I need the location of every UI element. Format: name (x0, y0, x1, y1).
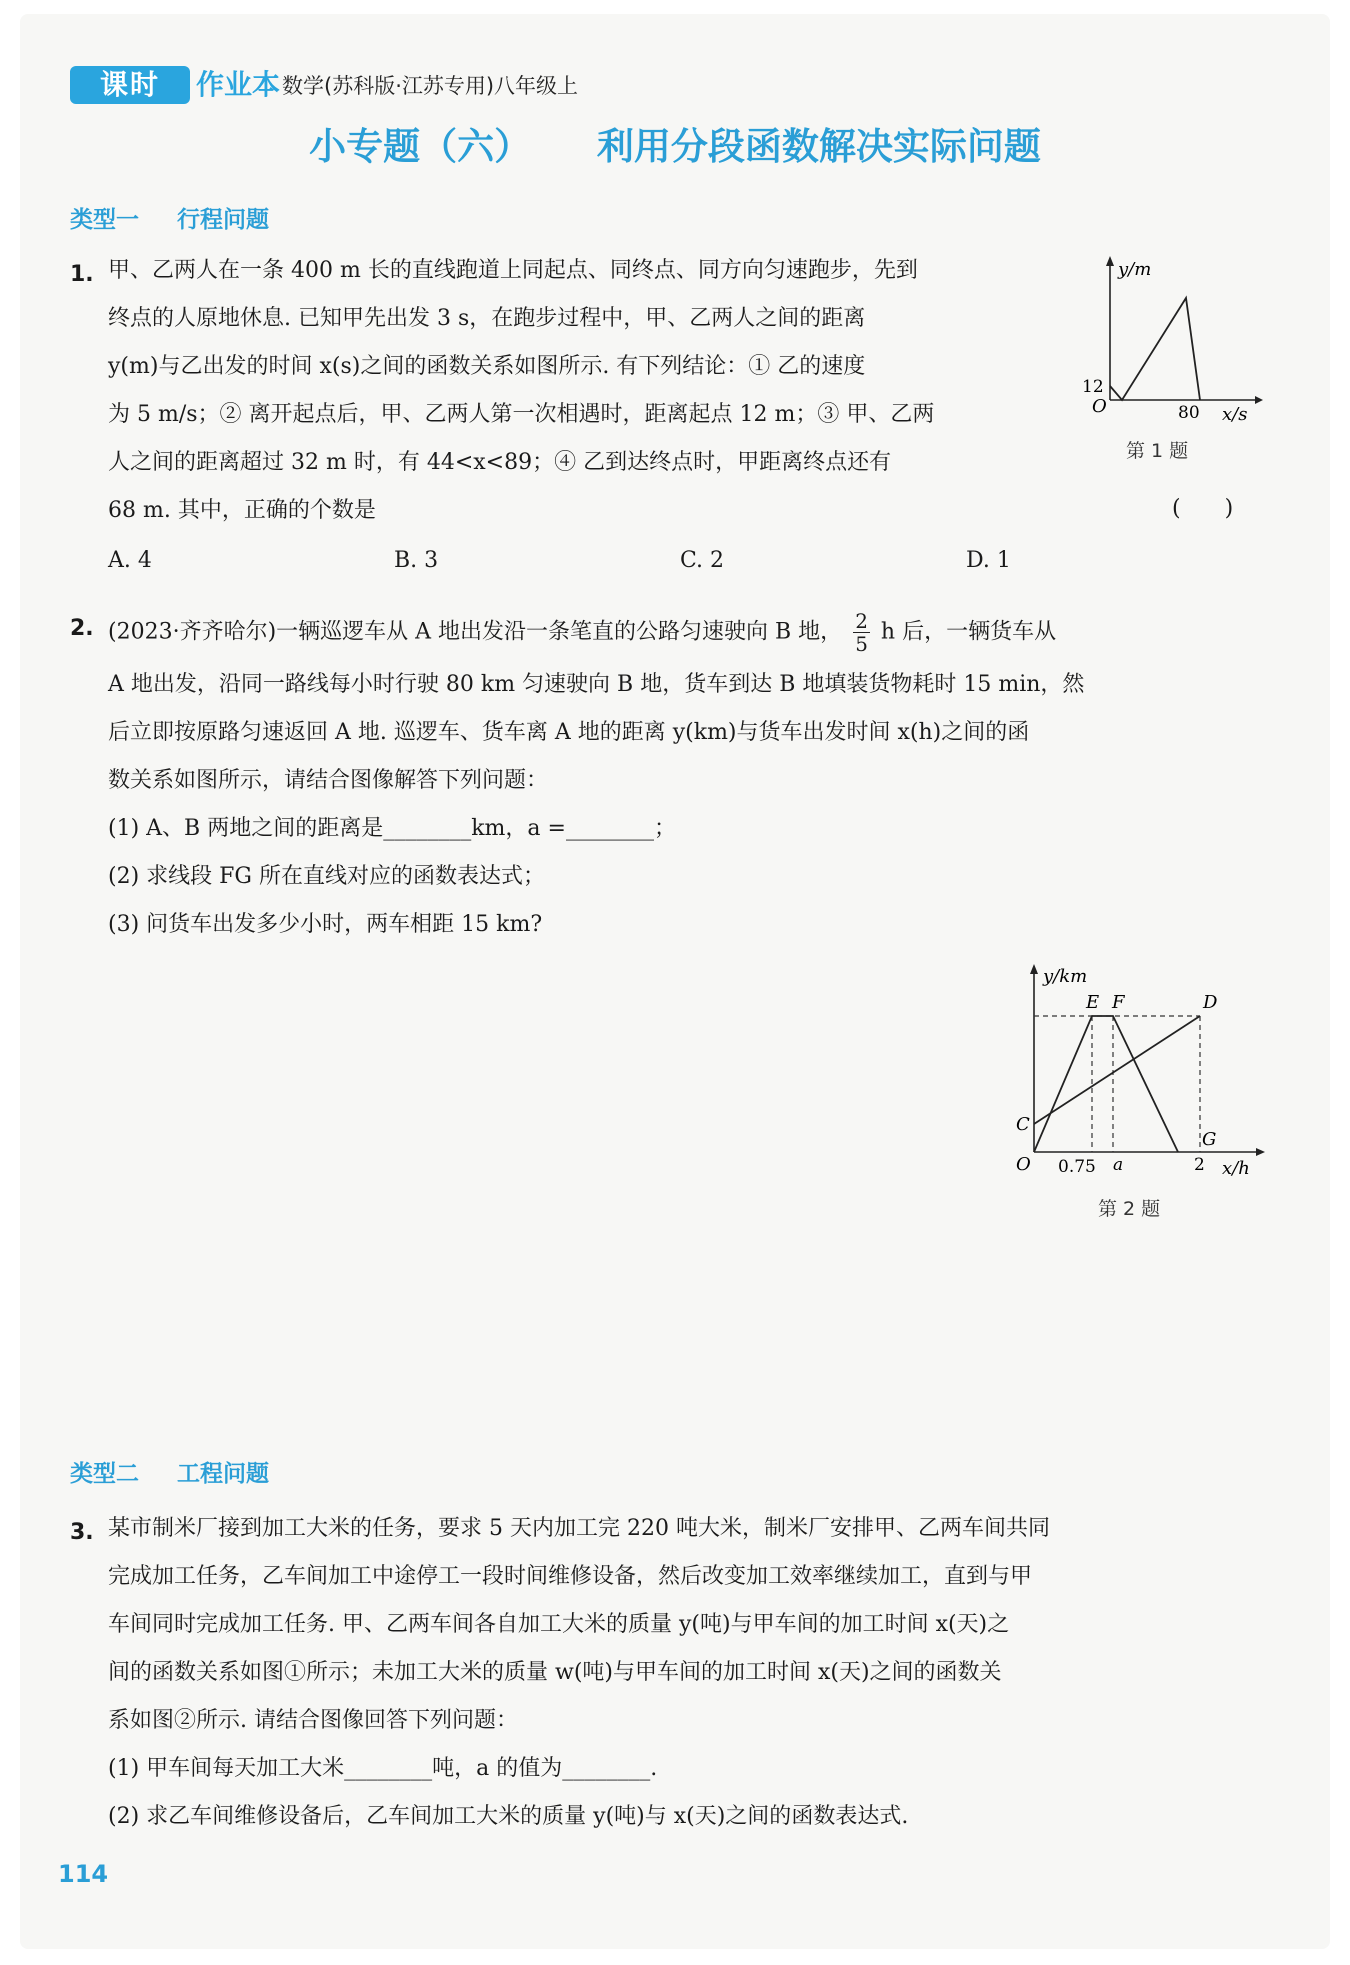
page-title (0, 122, 1350, 172)
section-1-heading (70, 204, 269, 236)
distance-graph (1110, 298, 1200, 400)
title-subject: 利用分段函数解决实际问题 (596, 125, 1041, 168)
origin-label: O (1092, 396, 1107, 417)
q2-figure-caption: 第 2 题 (1098, 1198, 1161, 1220)
q2-line: A 地出发，沿同一路线每小时行驶 80 km 匀速驶向 B 地，货车到达 B 地填装货物耗时 15 min，然 (108, 672, 1085, 697)
q2-line: 后立即按原路匀速返回 A 地. 巡逻车、货车离 A 地的距离 y(km)与货车出发时间 x(h)之间的函 (108, 720, 1030, 745)
section-2-heading (70, 1458, 269, 1490)
x-tick-a: a (1113, 1155, 1124, 1175)
q2-sub-question: (2) 求线段 FG 所在直线对应的函数表达式； (108, 864, 545, 889)
section-2-label: 类型二 (70, 1461, 139, 1487)
x-tick-2: 2 (1194, 1155, 1205, 1175)
q2-number: 2. (70, 616, 94, 641)
fraction-denominator: 5 (855, 632, 868, 656)
q3-line: 完成加工任务，乙车间加工中途停工一段时间维修设备，然后改变加工效率继续加工，直到与甲 (108, 1564, 1033, 1589)
q2-first-line (108, 610, 1056, 655)
y-axis-label: y/m (1118, 259, 1152, 280)
q1-number: 1. (70, 262, 94, 287)
point-f-label: F (1112, 992, 1125, 1013)
brand-logo: 课时 (70, 66, 190, 104)
q2-sub-question: (3) 问货车出发多少小时，两车相距 15 km? (108, 912, 543, 937)
section-1-label: 类型一 (70, 207, 139, 233)
q2-intro: (2023·齐齐哈尔)一辆巡逻车从 A 地出发沿一条笔直的公路匀速驶向 B 地， (108, 619, 843, 645)
q2-line: 数关系如图所示，请结合图像解答下列问题： (108, 768, 549, 793)
q3-line: 某市制米厂接到加工大米的任务，要求 5 天内加工完 220 吨大米，制米厂安排甲、乙两车间共同 (108, 1516, 1050, 1541)
point-d-label: D (1203, 992, 1218, 1013)
page-number: 114 (58, 1860, 109, 1888)
y-axis-arrow (1030, 964, 1038, 974)
q1-option-d: D. 1 (966, 548, 1011, 573)
q1-text (108, 256, 934, 544)
patrol-car-graph (1034, 1016, 1200, 1124)
q2-sub-question: (1) A、B 两地之间的距离是________km，a =________； (108, 816, 676, 841)
q1-figure (1070, 250, 1270, 450)
origin-label: O (1016, 1154, 1031, 1175)
q3-sub-question: (1) 甲车间每天加工大米________吨，a 的值为________. (108, 1756, 658, 1781)
x-axis-label: x/h (1222, 1158, 1250, 1179)
y-axis-label: y/km (1043, 966, 1088, 987)
truck-graph (1034, 1016, 1178, 1152)
q3-text (108, 1514, 1050, 1850)
brand-name: 作业本 (196, 68, 281, 101)
section-2-name: 工程问题 (177, 1461, 270, 1487)
point-g-label: G (1202, 1129, 1217, 1150)
q1-line: 人之间的距离超过 32 m 时，有 44<x<89；④ 乙到达终点时，甲距离终点还有 (108, 450, 892, 475)
q2-intro-tail: h 后，一辆货车从 (880, 619, 1057, 645)
q1-option-c: C. 2 (680, 548, 725, 573)
y-axis-arrow (1106, 256, 1114, 266)
q1-line: 终点的人原地休息. 已知甲先出发 3 s，在跑步过程中，甲、乙两人之间的距离 (108, 306, 866, 331)
q1-line: 68 m. 其中，正确的个数是 (108, 498, 376, 523)
point-e-label: E (1086, 992, 1100, 1013)
x-axis-arrow (1256, 1148, 1265, 1156)
q3-line: 系如图②所示. 请结合图像回答下列问题： (108, 1708, 518, 1733)
q2-figure (1010, 960, 1280, 1190)
q3-sub-question: (2) 求乙车间维修设备后，乙车间加工大米的质量 y(吨)与 x(天)之间的函数表达式. (108, 1804, 909, 1829)
x-tick-0-75: 0.75 (1058, 1157, 1096, 1177)
q1-line: y(m)与乙出发的时间 x(s)之间的函数关系如图所示. 有下列结论：① 乙的速度 (108, 354, 866, 379)
q3-line: 间的函数关系如图①所示；未加工大米的质量 w(吨)与甲车间的加工时间 x(天)之间的函数关 (108, 1660, 1002, 1685)
section-1-name: 行程问题 (177, 207, 270, 233)
y-tick-12: 12 (1082, 377, 1104, 397)
title-topic: 小专题（六） (309, 125, 532, 168)
book-info: 数学(苏科版·江苏专用)八年级上 (282, 74, 579, 98)
q1-figure-caption: 第 1 题 (1126, 440, 1189, 462)
q2-text (108, 670, 1084, 958)
q3-line: 车间同时完成加工任务. 甲、乙两车间各自加工大米的质量 y(吨)与甲车间的加工时间 x(天)之 (108, 1612, 1010, 1637)
q1-option-a: A. 4 (108, 548, 152, 573)
q2-fraction (853, 610, 870, 655)
q3-number: 3. (70, 1520, 94, 1545)
x-axis-label: x/s (1222, 404, 1248, 425)
point-c-label: C (1016, 1114, 1030, 1135)
q1-option-b: B. 3 (394, 548, 439, 573)
q1-line: 为 5 m/s；② 离开起点后，甲、乙两人第一次相遇时，距离起点 12 m；③ 甲、乙两 (108, 402, 935, 427)
x-tick-80: 80 (1178, 403, 1200, 423)
fraction-numerator: 2 (855, 609, 868, 633)
x-axis-arrow (1255, 396, 1263, 404)
q1-line: 甲、乙两人在一条 400 m 长的直线跑道上同起点、同终点、同方向匀速跑步，先到 (108, 258, 918, 283)
q1-answer-bracket: ( ) (1172, 496, 1234, 521)
